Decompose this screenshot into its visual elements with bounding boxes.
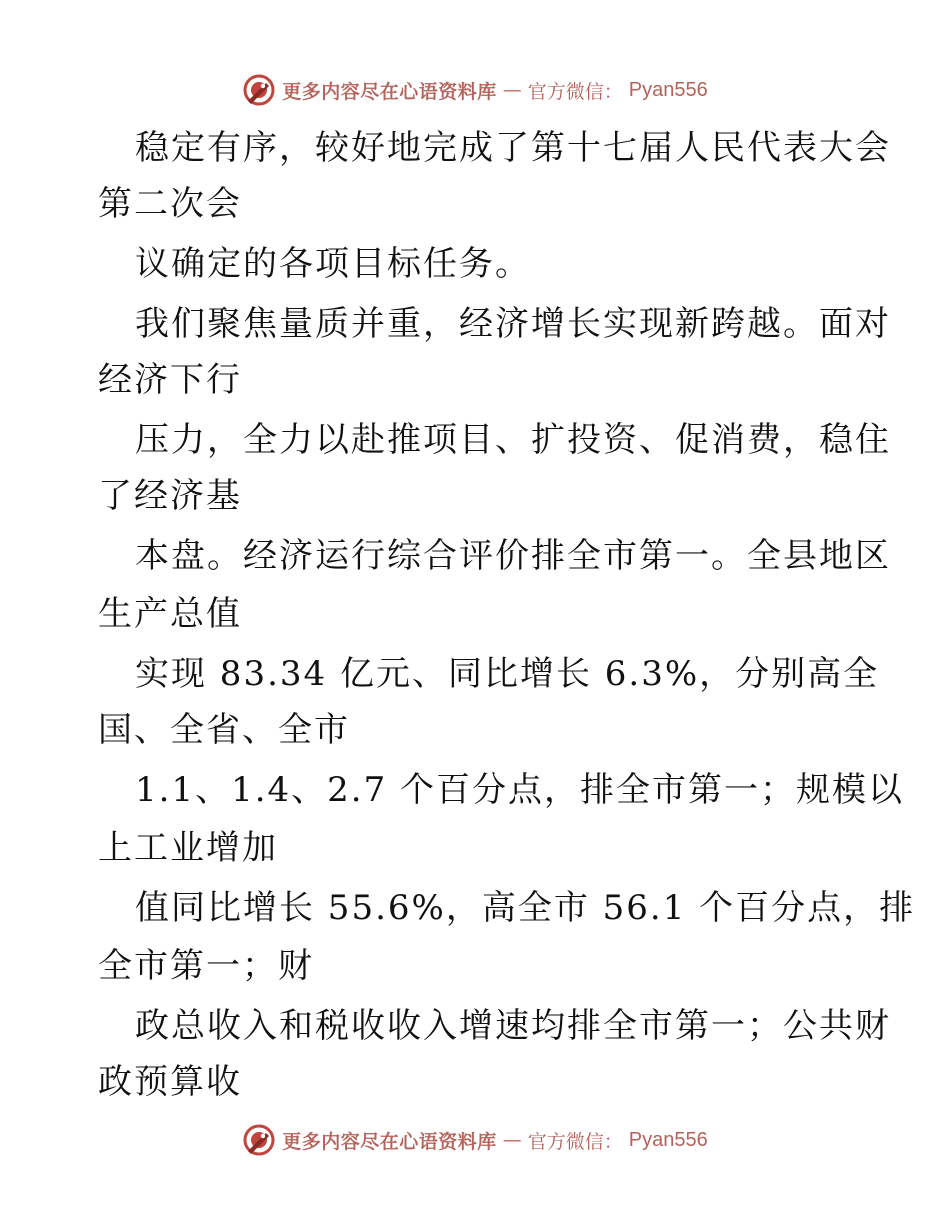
red-seal-pen-icon [242, 1123, 276, 1157]
text-line: 1.1、1.4、2.7 个百分点，排全市第一；规模以 [135, 770, 905, 810]
text-line: 压力，全力以赴推项目、扩投资、促消费，稳住 [135, 420, 891, 460]
text-line: 上工业增加 [98, 828, 278, 868]
text-line: 我们聚焦量质并重，经济增长实现新跨越。面对 [135, 304, 891, 344]
banner-wechat-id: Pyan556 [628, 1128, 708, 1151]
text-line: 国、全省、全市 [98, 710, 350, 750]
text-line: 本盘。经济运行综合评价排全市第一。全县地区 [135, 536, 891, 576]
text-line: 政预算收 [98, 1062, 242, 1102]
text-line: 政总收入和税收收入增速均排全市第一；公共财 [135, 1006, 891, 1046]
text-line: 全市第一；财 [98, 946, 314, 986]
text-line: 了经济基 [98, 476, 242, 516]
banner-separator: — [502, 79, 522, 101]
text-line: 经济下行 [98, 360, 242, 400]
text-line: 第二次会 [98, 184, 242, 224]
banner-separator: — [502, 1129, 522, 1151]
red-seal-pen-icon [242, 73, 276, 107]
header-banner [0, 70, 950, 110]
text-line: 稳定有序，较好地完成了第十七届人民代表大会 [135, 128, 891, 168]
text-line: 值同比增长 55.6%，高全市 56.1 个百分点，排 [135, 888, 916, 928]
text-line: 议确定的各项目标任务。 [135, 244, 531, 284]
banner-title: 更多内容尽在心语资料库 [282, 1130, 497, 1153]
banner-wechat-label: 官方微信： [527, 80, 623, 103]
banner-wechat-label: 官方微信： [527, 1130, 623, 1153]
banner-wechat-id: Pyan556 [628, 78, 708, 101]
text-line: 生产总值 [98, 594, 242, 634]
banner-title: 更多内容尽在心语资料库 [282, 80, 497, 103]
footer-banner [0, 1120, 950, 1160]
text-line: 实现 83.34 亿元、同比增长 6.3%，分别高全 [135, 654, 880, 694]
